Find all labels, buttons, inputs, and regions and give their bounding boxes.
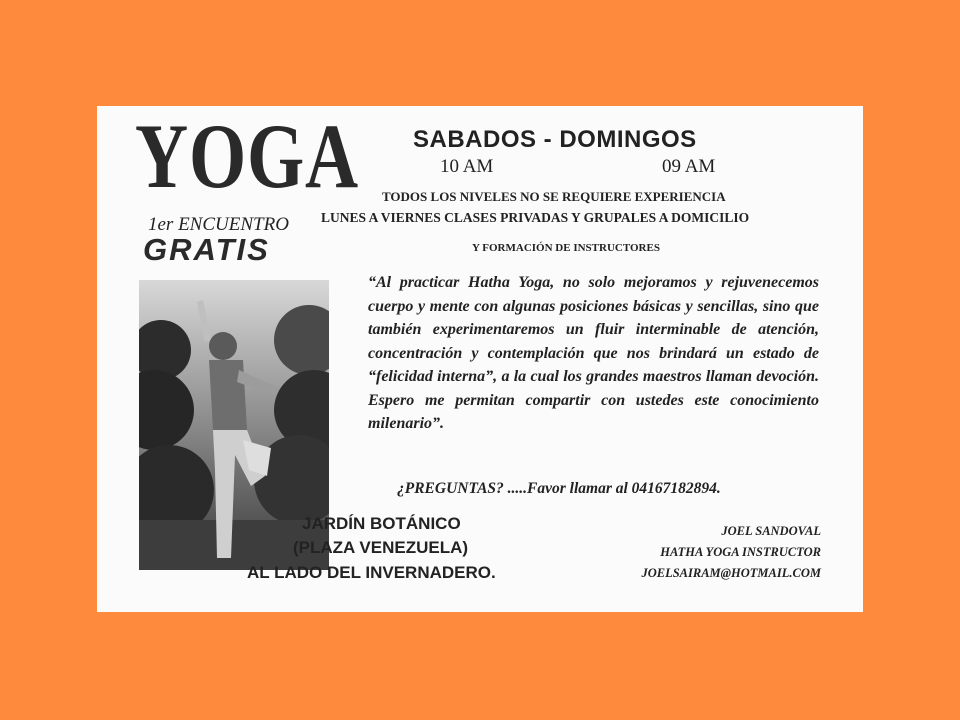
yoga-flyer bbox=[97, 106, 863, 612]
classes-text: LUNES A VIERNES CLASES PRIVADAS Y GRUPALES A DOMICILIO bbox=[321, 210, 750, 225]
saturday-time: 10 AM bbox=[440, 156, 494, 177]
location-line-2: (PLAZA VENEZUELA) bbox=[293, 538, 469, 557]
schedule-days: SABADOS - DOMINGOS bbox=[413, 126, 697, 153]
levels-text: TODOS LOS NIVELES NO SE REQUIERE EXPERIENCIA bbox=[382, 189, 726, 204]
yoga-pose-photo bbox=[139, 280, 329, 570]
yoga-pose-photo-icon bbox=[139, 280, 329, 570]
first-meeting-label: 1er ENCUENTRO bbox=[148, 214, 289, 235]
location-line-1: JARDÍN BOTÁNICO bbox=[302, 514, 461, 533]
flyer-title: YOGA bbox=[135, 106, 359, 207]
free-label: GRATIS bbox=[143, 232, 270, 267]
questions-phone: ¿PREGUNTAS? .....Favor llamar al 04167182894. bbox=[397, 480, 721, 497]
training-text: Y FORMACIÓN DE INSTRUCTORES bbox=[472, 242, 660, 254]
instructor-name: JOEL SANDOVAL bbox=[721, 524, 821, 538]
instructor-role: HATHA YOGA INSTRUCTOR bbox=[660, 545, 821, 559]
instructor-email: JOELSAIRAM@HOTMAIL.COM bbox=[641, 566, 821, 580]
location-line-3: AL LADO DEL INVERNADERO. bbox=[247, 563, 496, 582]
hatha-yoga-quote: “Al practicar Hatha Yoga, no solo mejoramos y rejuvenecemos cuerpo y mente con algunas posiciones básicas y sencillas, sino que también experimentaremos un fluir interminable de atención, concentración y contemplación que nos brindará un estado de “felicidad interna”, a la cual los grandes maestros llaman devoción. Espero me permitan compartir con ustedes este conocimiento milenario”. bbox=[368, 274, 819, 432]
instructor-contact bbox=[567, 521, 821, 584]
sunday-time: 09 AM bbox=[662, 156, 716, 177]
